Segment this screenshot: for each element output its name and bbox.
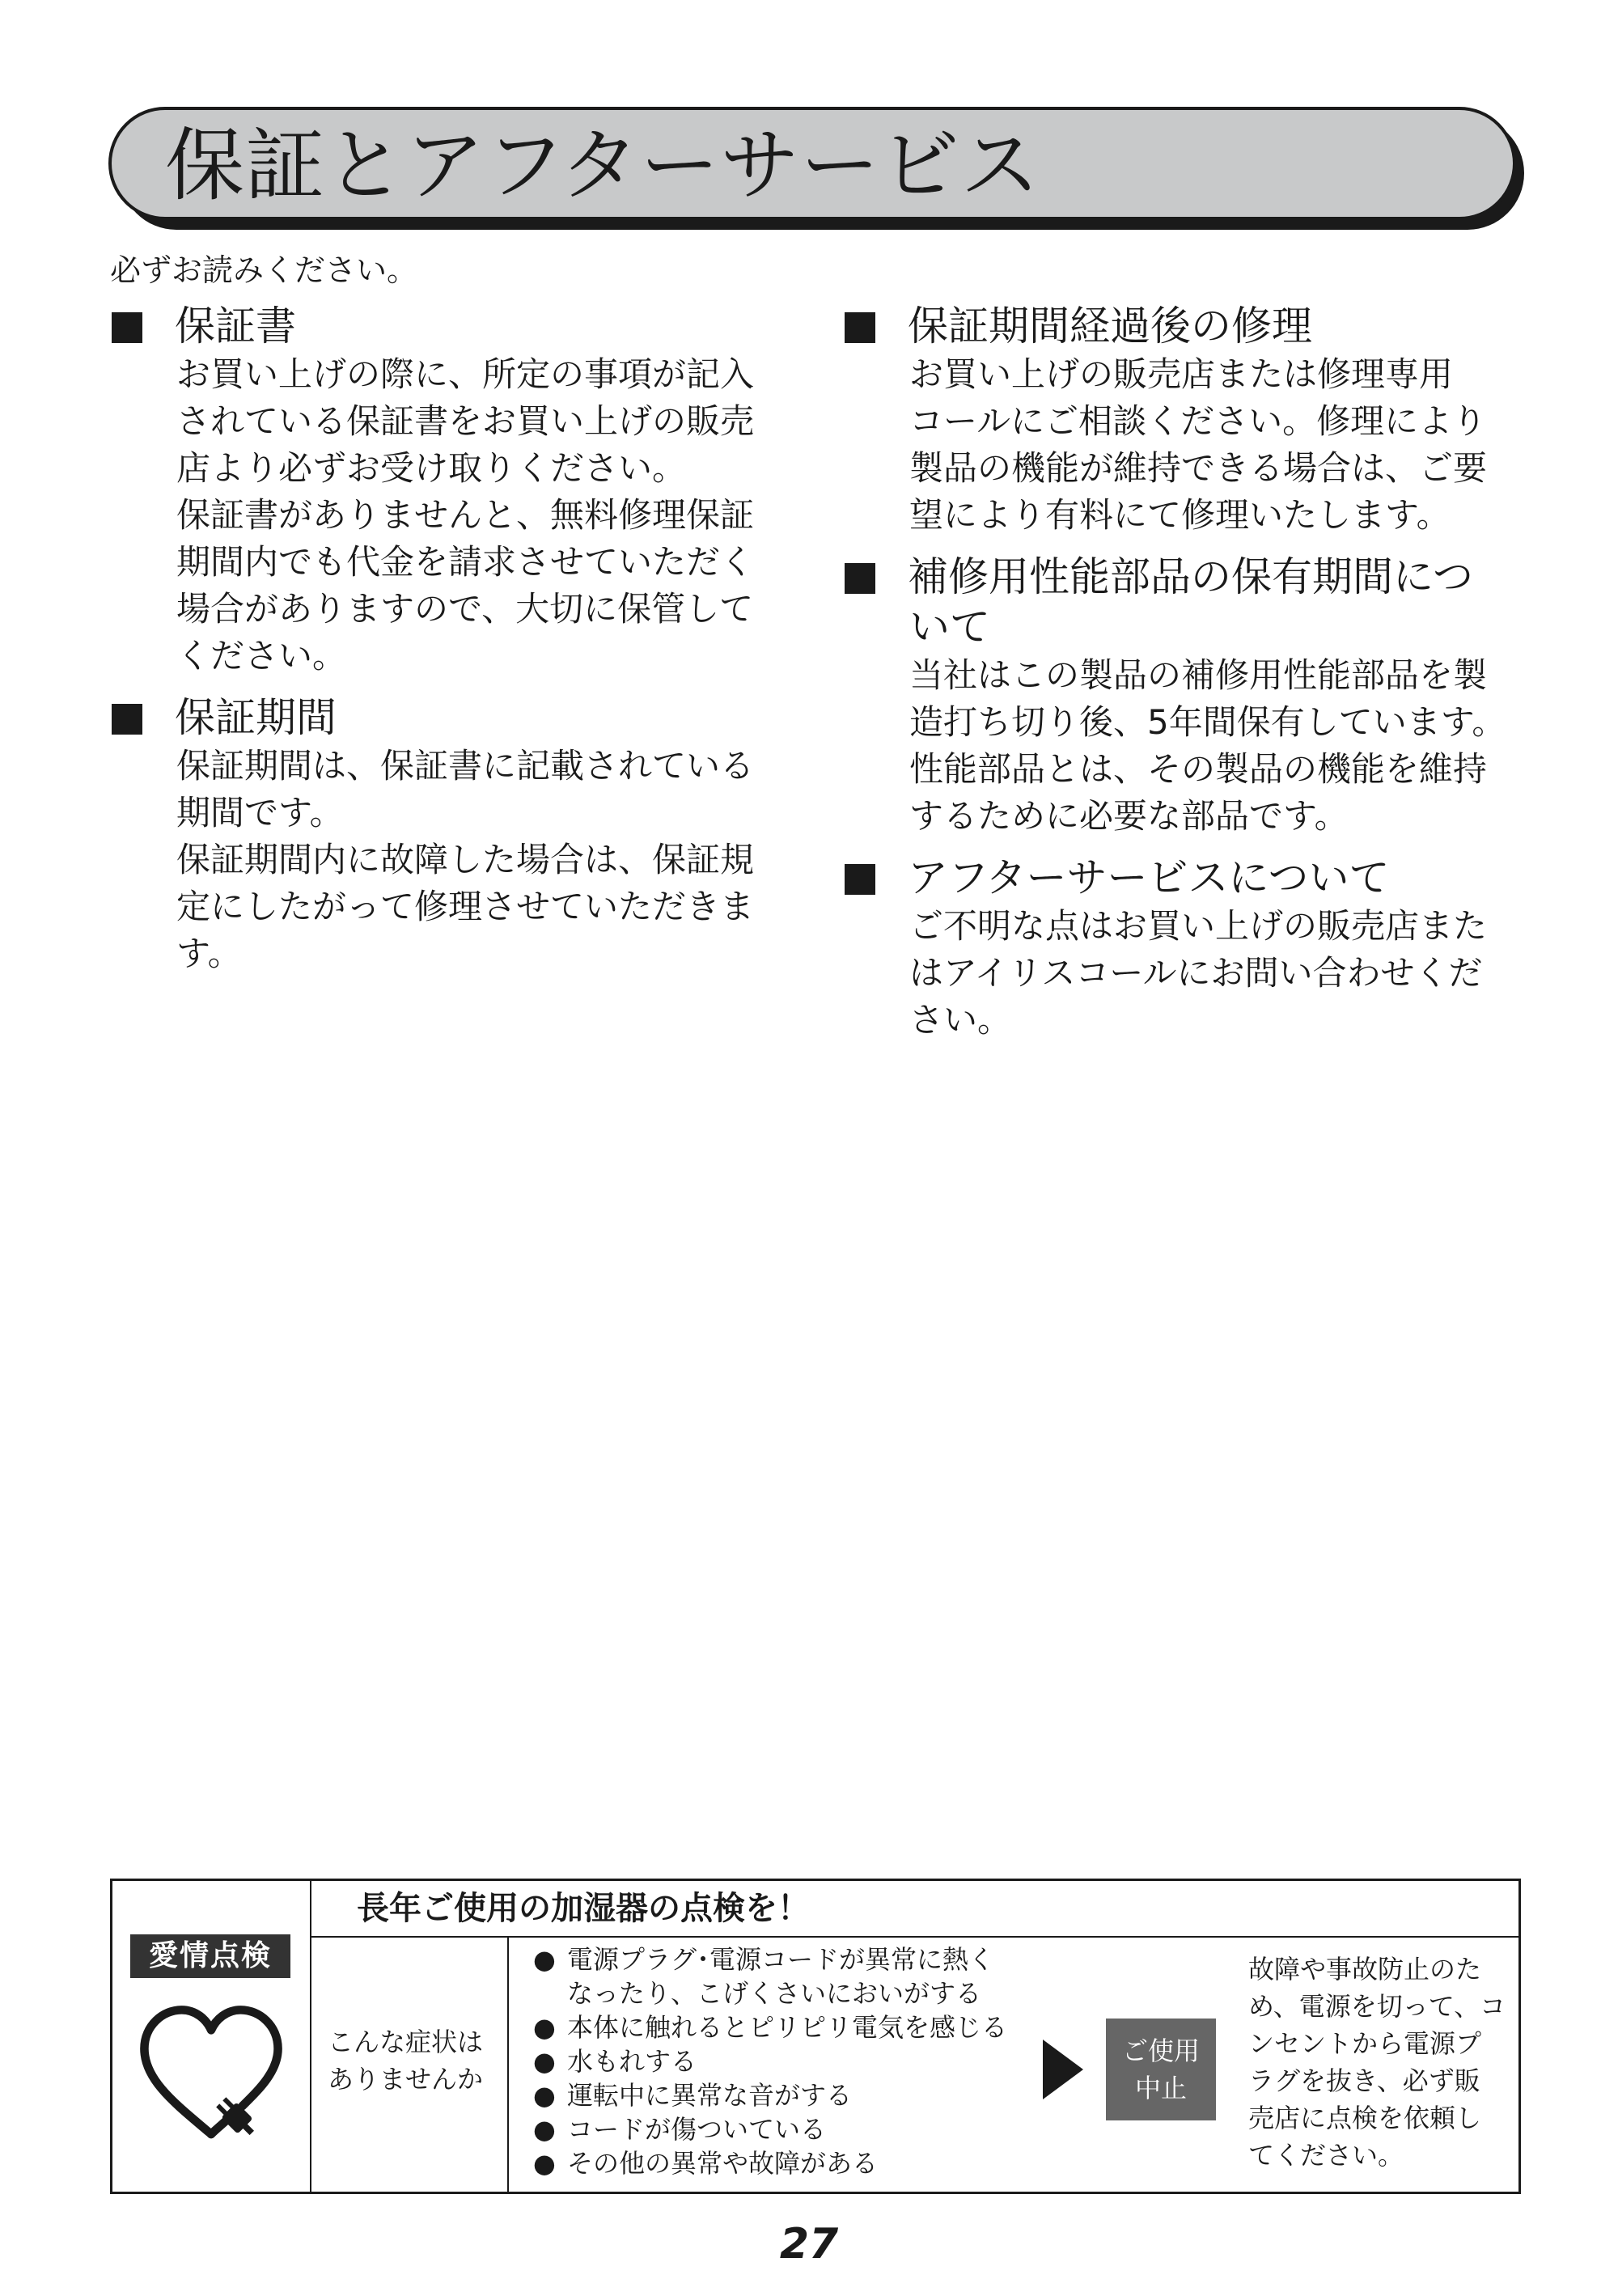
intro-text: 必ずお読みください。 xyxy=(110,252,418,288)
bullet-icon: ● xyxy=(533,2012,556,2043)
section-body xyxy=(176,743,783,977)
bullet-icon: ● xyxy=(533,2114,556,2145)
body-line: す。 xyxy=(176,934,242,973)
square-bullet-icon xyxy=(845,563,875,594)
list-item: ● その他の異常や故障がある xyxy=(533,2148,879,2179)
inspection-box xyxy=(110,1879,1521,2194)
body-line: コールにご相談ください。修理により xyxy=(909,401,1487,441)
section-body xyxy=(909,351,1524,539)
stop-use-box: ご使用 中止 xyxy=(1106,2019,1216,2120)
square-bullet-icon xyxy=(112,312,142,343)
section-heading: アフターサービスについて xyxy=(908,854,1390,901)
bullet-icon: ● xyxy=(533,2046,556,2077)
divider xyxy=(310,1881,311,2192)
bullet-icon: ● xyxy=(533,2148,556,2179)
body-line: 保証期間は、保証書に記載されている xyxy=(176,746,755,786)
advice-text: 故障や事故防止のた め、電源を切って、コ ンセントから電源プ ラグを抜き、必ず販 売店に点検を依頼し てください。 xyxy=(1248,1954,1506,2171)
body-line: はアイリスコールにお問い合わせくだ xyxy=(909,953,1483,993)
symptom-question: こんな症状は ありませんか xyxy=(328,2027,484,2095)
section-heading: 補修用性能部品の保有期間につ xyxy=(908,553,1473,600)
list-item: なったり、こげくさいにおいがする xyxy=(567,1978,982,2009)
section-warranty-card xyxy=(112,301,783,680)
heart-plug-icon xyxy=(133,1997,289,2153)
body-line: お買い上げの販売店または修理専用 xyxy=(909,354,1454,394)
list-item: ● 水もれする xyxy=(533,2046,697,2077)
body-line: 保証書がありませんと、無料修理保証 xyxy=(176,495,755,535)
body-line: 造打ち切り後、5年間保有しています。 xyxy=(909,702,1506,742)
list-item: ● コードが傷ついている xyxy=(533,2114,827,2145)
square-bullet-icon xyxy=(845,312,875,343)
list-item: ● 運転中に異常な音がする xyxy=(533,2080,853,2111)
page-number: 27 xyxy=(779,2220,839,2268)
inspection-header: 長年ご使用の加湿器の点検を！ xyxy=(357,1890,810,1927)
section-heading: 保証期間経過後の修理 xyxy=(908,303,1312,349)
right-column xyxy=(845,301,1524,1057)
right-arrow-icon xyxy=(1043,2040,1083,2099)
body-line: 当社はこの製品の補修用性能部品を製 xyxy=(909,655,1488,695)
body-line: ご不明な点はお買い上げの販売店また xyxy=(909,906,1488,946)
body-line: 性能部品とは、その製品の機能を維持 xyxy=(909,749,1488,789)
list-item: ● 本体に触れるとピリピリ電気を感じる xyxy=(533,2012,1008,2043)
section-heading: 保証期間 xyxy=(175,694,337,741)
section-parts-retention xyxy=(845,552,1524,840)
body-line: されている保証書をお買い上げの販売 xyxy=(176,401,755,441)
body-line: 定にしたがって修理させていただきま xyxy=(176,887,755,926)
body-line: お買い上げの際に、所定の事項が記入 xyxy=(176,354,755,394)
left-column xyxy=(112,301,783,990)
body-line: 望により有料にて修理いたします。 xyxy=(909,495,1451,535)
body-line: 場合がありますので、大切に保管して xyxy=(176,589,754,629)
square-bullet-icon xyxy=(845,864,875,895)
body-line: するために必要な部品です。 xyxy=(909,796,1349,836)
bullet-icon: ● xyxy=(533,2080,556,2111)
inspection-badge: 愛情点検 xyxy=(130,1934,290,1978)
body-line: さい。 xyxy=(909,1000,1012,1040)
section-after-service xyxy=(845,853,1524,1044)
body-line: 製品の機能が維持できる場合は、ご要 xyxy=(909,448,1488,488)
body-line: 期間内でも代金を請求させていただく xyxy=(176,542,755,582)
body-line: 期間です。 xyxy=(176,793,344,832)
square-bullet-icon xyxy=(112,704,142,735)
section-repair-after-warranty xyxy=(845,301,1524,539)
bullet-icon: ● xyxy=(533,1944,556,1975)
body-line: 店より必ずお受け取りください。 xyxy=(176,448,687,488)
section-heading: 保証書 xyxy=(175,303,296,349)
divider xyxy=(311,1936,1518,1938)
section-body xyxy=(176,351,783,680)
symptom-list xyxy=(533,1942,1007,2180)
page-title: 保証とアフターサービス xyxy=(165,120,1041,212)
list-item: ● 電源プラグ･電源コードが異常に熱く xyxy=(533,1944,995,1975)
section-warranty-period xyxy=(112,693,783,977)
title-banner xyxy=(108,107,1516,220)
section-body xyxy=(909,903,1524,1044)
divider xyxy=(507,1936,509,2192)
body-line: 保証期間内に故障した場合は、保証規 xyxy=(176,840,755,879)
body-line: ください。 xyxy=(176,636,347,676)
section-heading-continued: いて xyxy=(909,604,990,650)
